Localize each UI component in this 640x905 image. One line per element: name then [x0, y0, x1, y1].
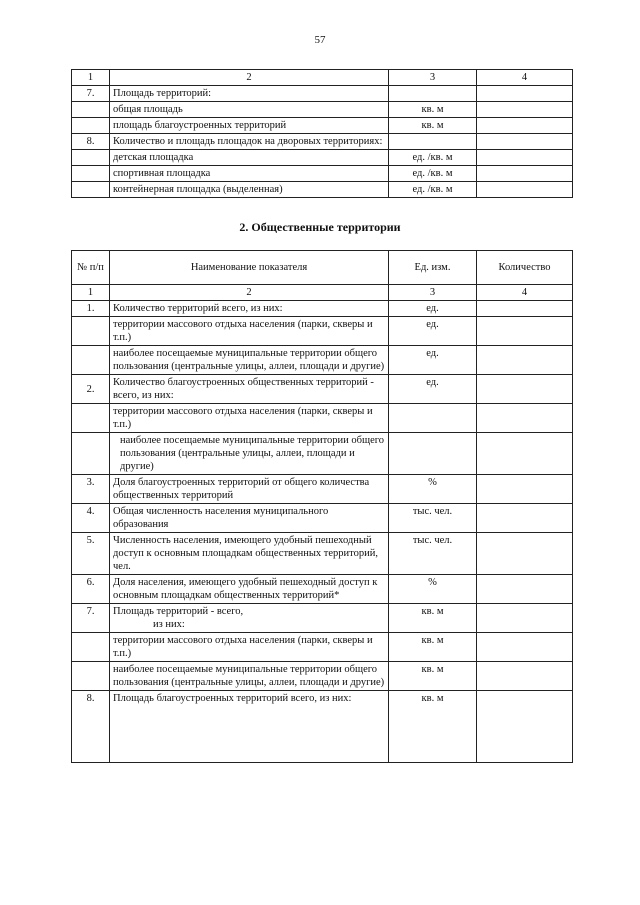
row-unit: ед.: [389, 346, 477, 375]
row-unit: кв. м: [389, 604, 477, 633]
table-1: [71, 69, 573, 198]
col-number: 3: [389, 70, 477, 86]
row-name: территории массового отдыха населения (парки, скверы и т.п.): [110, 404, 389, 433]
row-name: наиболее посещаемые муниципальные территории общего пользования (центральные улицы, аллеи, площади и другие): [110, 433, 389, 475]
row-value: [477, 102, 573, 118]
table-row: [72, 404, 573, 433]
row-name: спортивная площадка: [110, 166, 389, 182]
row-number: 5.: [72, 533, 110, 575]
row-name: Площадь благоустроенных территорий всего, из них:: [110, 691, 389, 763]
row-unit: кв. м: [389, 118, 477, 134]
row-name: наиболее посещаемые муниципальные территории общего пользования (центральные улицы, аллеи, площади и другие): [110, 346, 389, 375]
table-row: [72, 86, 573, 102]
col-number: 4: [477, 285, 573, 301]
row-unit: [389, 404, 477, 433]
row-unit: ед.: [389, 375, 477, 404]
table-row: [72, 691, 573, 763]
row-value: [477, 575, 573, 604]
row-name-line: из них:: [153, 619, 185, 630]
row-number: [72, 433, 110, 475]
row-value: [477, 633, 573, 662]
row-unit: кв. м: [389, 691, 477, 763]
row-value: [477, 404, 573, 433]
row-value: [477, 533, 573, 575]
row-number: 3.: [72, 475, 110, 504]
row-unit: кв. м: [389, 102, 477, 118]
table-row: [72, 118, 573, 134]
row-value: [477, 433, 573, 475]
row-number: [72, 346, 110, 375]
table-row: [72, 533, 573, 575]
table-row: [72, 346, 573, 375]
table-row: [72, 575, 573, 604]
row-unit: тыс. чел.: [389, 504, 477, 533]
table-row: [72, 301, 573, 317]
row-unit: тыс. чел.: [389, 533, 477, 575]
row-unit: ед. /кв. м: [389, 182, 477, 198]
row-number: [72, 150, 110, 166]
row-number: [72, 118, 110, 134]
col-number: 1: [72, 70, 110, 86]
table-row: [72, 604, 573, 633]
row-name: общая площадь: [110, 102, 389, 118]
table-2-header: [72, 251, 573, 285]
row-number: [72, 182, 110, 198]
table-row: [72, 317, 573, 346]
row-unit: ед.: [389, 301, 477, 317]
table-row: [72, 182, 573, 198]
row-name: Доля благоустроенных территорий от общего количества общественных территорий: [110, 475, 389, 504]
row-value: [477, 182, 573, 198]
col-number: 1: [72, 285, 110, 301]
col-number: 2: [110, 70, 389, 86]
table-row: [72, 475, 573, 504]
row-unit: кв. м: [389, 633, 477, 662]
row-value: [477, 504, 573, 533]
row-name: Общая численность населения муниципального образования: [110, 504, 389, 533]
row-number: 6.: [72, 575, 110, 604]
table-row: [72, 375, 573, 404]
col-number: 3: [389, 285, 477, 301]
row-name: Доля населения, имеющего удобный пешеходный доступ к основным площадкам общественных территорий*: [110, 575, 389, 604]
page-number: 57: [314, 34, 326, 46]
row-unit: ед. /кв. м: [389, 150, 477, 166]
row-value: [477, 317, 573, 346]
row-number: 1.: [72, 301, 110, 317]
row-name: контейнерная площадка (выделенная): [110, 182, 389, 198]
row-name: наиболее посещаемые муниципальные территории общего пользования (центральные улицы, аллеи, площади и другие): [110, 662, 389, 691]
row-number: 2.: [72, 375, 110, 404]
row-name: [110, 604, 389, 633]
table-row: [72, 633, 573, 662]
row-name: Количество территорий всего, из них:: [110, 301, 389, 317]
row-value: [477, 134, 573, 150]
row-value: [477, 166, 573, 182]
table-1-column-numbers: [72, 70, 573, 86]
row-unit: %: [389, 575, 477, 604]
table-2: [71, 250, 573, 763]
table-2-column-numbers: [72, 285, 573, 301]
column-header: Количество: [477, 251, 573, 285]
row-name: территории массового отдыха населения (парки, скверы и т.п.): [110, 633, 389, 662]
row-number: 7.: [72, 86, 110, 102]
row-value: [477, 475, 573, 504]
row-name: территории массового отдыха населения (парки, скверы и т.п.): [110, 317, 389, 346]
row-value: [477, 118, 573, 134]
column-header: Наименование показателя: [110, 251, 389, 285]
row-unit: ед.: [389, 317, 477, 346]
row-name: Количество и площадь площадок на дворовых территориях:: [110, 134, 389, 150]
row-unit: кв. м: [389, 662, 477, 691]
row-name: Численность населения, имеющего удобный пешеходный доступ к основным площадкам общественных территорий, чел.: [110, 533, 389, 575]
column-header: № п/п: [72, 251, 110, 285]
col-number: 4: [477, 70, 573, 86]
table-row: [72, 662, 573, 691]
row-unit: %: [389, 475, 477, 504]
row-value: [477, 346, 573, 375]
row-number: 7.: [72, 604, 110, 633]
row-name: Площадь территорий:: [110, 86, 389, 102]
row-value: [477, 662, 573, 691]
table-row: [72, 166, 573, 182]
row-number: 8.: [72, 134, 110, 150]
row-unit: [389, 134, 477, 150]
row-name-line: Площадь территорий - всего,: [113, 606, 244, 617]
row-value: [477, 301, 573, 317]
col-number: 2: [110, 285, 389, 301]
row-number: [72, 102, 110, 118]
table-row: [72, 433, 573, 475]
row-value: [477, 604, 573, 633]
row-number: [72, 633, 110, 662]
column-header: Ед. изм.: [389, 251, 477, 285]
row-number: 8.: [72, 691, 110, 763]
row-value: [477, 150, 573, 166]
row-number: 4.: [72, 504, 110, 533]
table-row: [72, 102, 573, 118]
row-value: [477, 86, 573, 102]
row-value: [477, 375, 573, 404]
table-row: [72, 134, 573, 150]
table-row: [72, 504, 573, 533]
row-number: [72, 166, 110, 182]
table-row: [72, 150, 573, 166]
row-name: площадь благоустроенных территорий: [110, 118, 389, 134]
row-number: [72, 317, 110, 346]
section-title: 2. Общественные территории: [239, 220, 401, 234]
row-unit: [389, 86, 477, 102]
row-name: Количество благоустроенных общественных территорий - всего, из них:: [110, 375, 389, 404]
row-unit: ед. /кв. м: [389, 166, 477, 182]
row-number: [72, 662, 110, 691]
row-name: детская площадка: [110, 150, 389, 166]
row-unit: [389, 433, 477, 475]
row-number: [72, 404, 110, 433]
row-value: [477, 691, 573, 763]
